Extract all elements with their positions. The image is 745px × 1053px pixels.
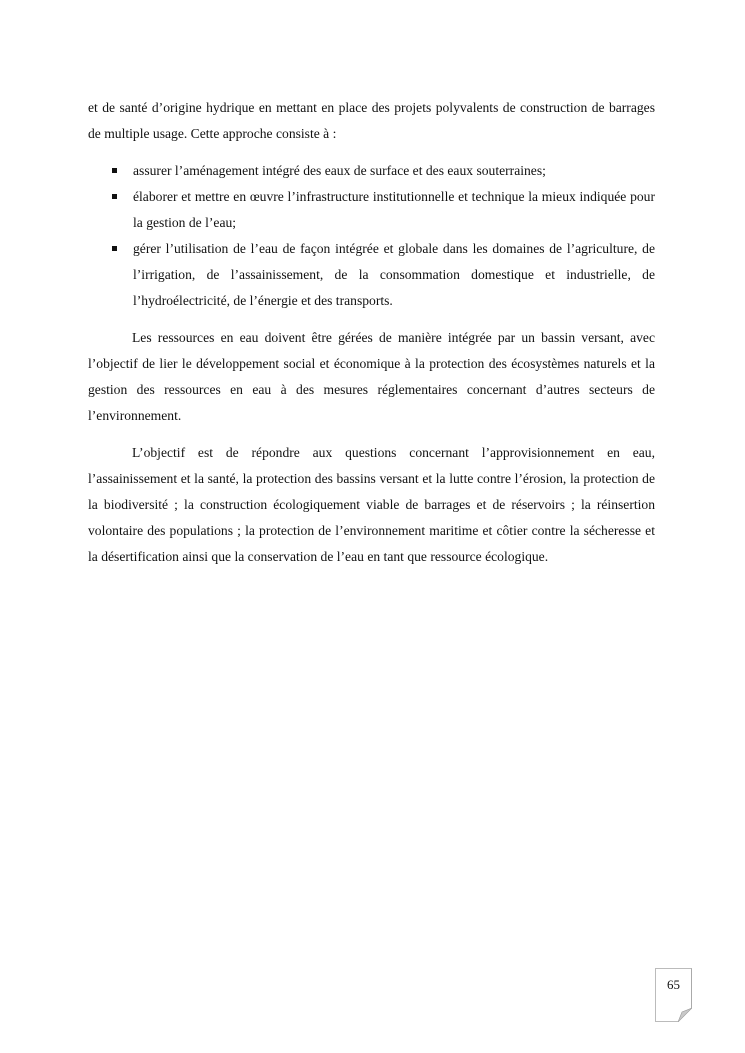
- list-item: assurer l’aménagement intégré des eaux de surface et des eaux souterraines;: [88, 158, 655, 184]
- paragraph-intro: et de santé d’origine hydrique en mettant en place des projets polyvalents de construction de barrages de multiple usage. Cette approche consiste à :: [88, 100, 655, 141]
- page-number: 65: [667, 977, 680, 992]
- list-item: élaborer et mettre en œuvre l’infrastructure institutionnelle et technique la mieux indiquée pour la gestion de l’eau;: [88, 184, 655, 236]
- paragraph-objective: L’objectif est de répondre aux questions concernant l’approvisionnement en eau, l’assainissement et la santé, la protection des bassins versant et la lutte contre l’érosion, la protection de la biodiversité ; la construction écologiquement viable de barrages et de réservoirs ; la réinsertion volontaire des populations ; la protection de l’environnement maritime et côtier contre la sécheresse et la désertification ainsi que la conservation de l’eau en tant que ressource écologique.: [88, 445, 655, 564]
- list-item: gérer l’utilisation de l’eau de façon intégrée et globale dans les domaines de l’agriculture, de l’irrigation, de l’assainissement, de la consommation domestique et industrielle, de l’hydroélectricité, de l’énergie et des transports.: [88, 236, 655, 314]
- page-number-box: [655, 968, 692, 1022]
- paragraph-resources: Les ressources en eau doivent être gérées de manière intégrée par un bassin versant, avec l’objectif de lier le développement social et économique à la protection des écosystèmes naturels et la gestion des ressources en eau à des mesures réglementaires concernant d’autres secteurs de l’environnement.: [88, 330, 655, 423]
- bullet-list: [88, 158, 655, 314]
- page-curl-icon: [678, 1008, 692, 1022]
- document-body: [88, 95, 655, 570]
